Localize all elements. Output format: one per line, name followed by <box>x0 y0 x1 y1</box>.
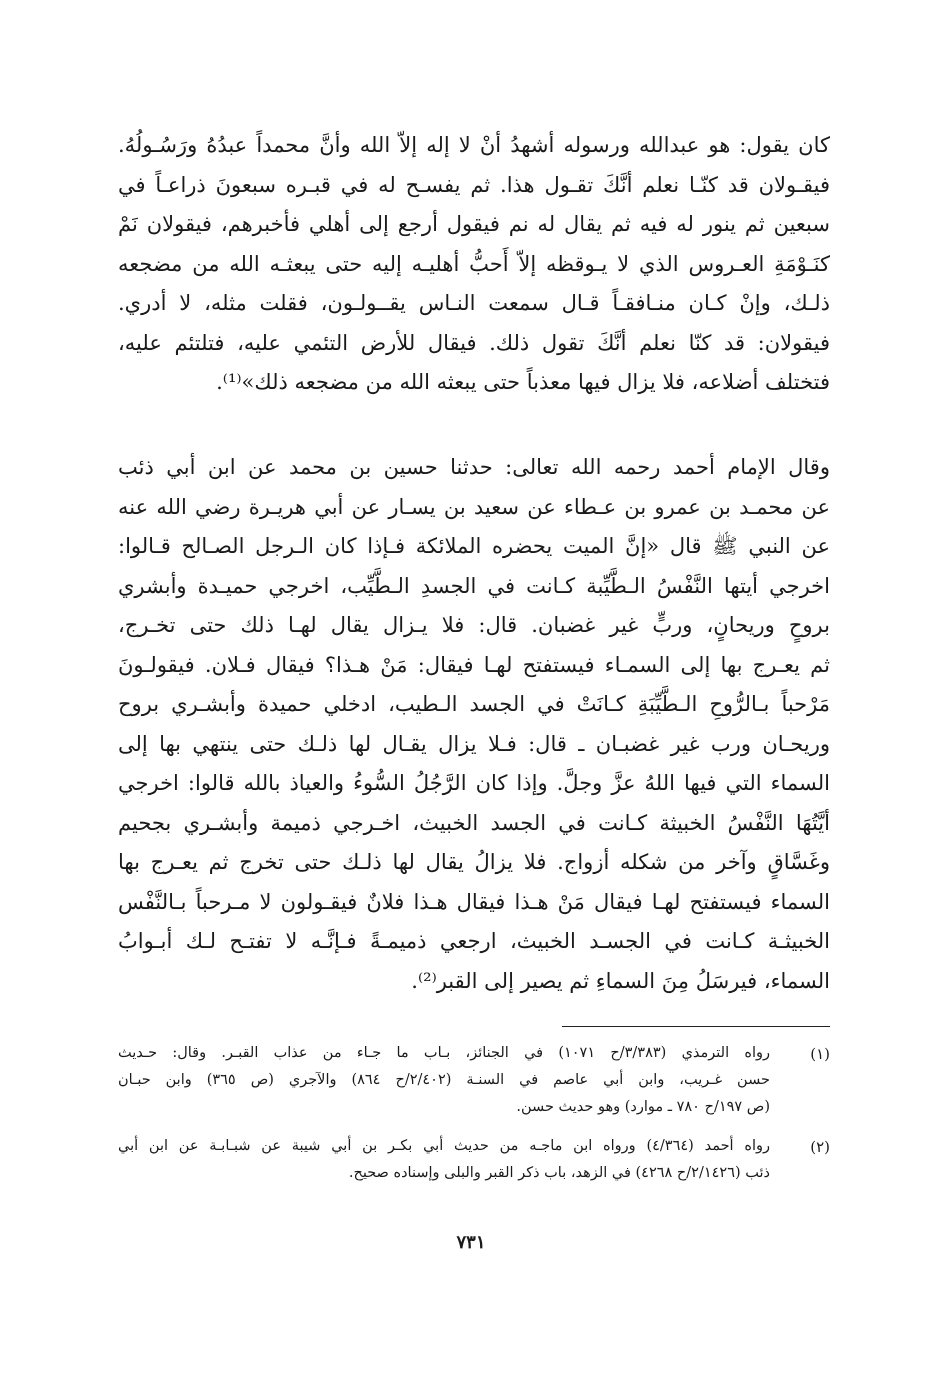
text-line: ثم يعـرج بها إلى السمـاء فيستفتح لهـا فيقال: مَنْ هـذا؟ فيقال فـلان. فيقولـونَ <box>118 652 830 677</box>
text-line: الخبيثـة كـانت في الجسـد الخبيث، ارجعي ذميمـةً فـإنَّـه لا تفتـح لـك أبـوابُ <box>118 929 830 953</box>
footnote-1 <box>118 1040 830 1121</box>
footnote-line: (ص ١٩٧/ح ٧٨٠ ـ موارد) وهو حديث حسن. <box>516 1099 770 1115</box>
footnote-number: (٢) <box>810 1138 830 1156</box>
paragraph-1 <box>118 126 830 403</box>
text-line: سبعين ثم ينور له فيه ثم يقال له نم فيقول أرجع إلى أهلي فأخبرهم، فيقولان نَمْ <box>118 212 830 236</box>
text-line: السماء، فيرسَلُ مِنَ السماءِ ثم يصير إلى القبر⁽²⁾. <box>411 968 830 993</box>
text-line: السماء فيستفتح لهـا فيقال مَنْ هـذا فيقال هـذا فلانٌ فيقـولون لا مـرحباً بـالنَّفْس <box>118 889 830 914</box>
text-line: وغَسَّاقٍ وآخر من شكله أزواج. فلا يزالُ يقال لها ذلـك حتى تخرج ثم يعـرج بها <box>118 850 830 874</box>
text-line: فيقولان: قد كنّا نعلم أنَّكَ تقول ذلك. فيقال للأرض التئمي عليه، فتلتئم عليه، <box>118 330 830 355</box>
footnotes <box>118 1040 830 1199</box>
text-line: فيقـولان قد كنّـا نعلم أنَّكَ تقـول هذا. ثم يفسـح له في قبـره سبعونَ ذراعـاً في <box>118 172 830 197</box>
text-line: فتختلف أضلاعه، فلا يزال فيها معذباً حتى يبعثه الله من مضجعه ذلك»⁽¹⁾. <box>216 370 830 394</box>
text-line: السماء التي فيها اللهُ عزَّ وجلَّ. وإذا كان الرَّجُلُ السُّوءُ والعياذ بالله قالوا: اخرجي <box>118 771 830 795</box>
paragraph-2 <box>118 448 830 1001</box>
footnote-number: (١) <box>810 1045 830 1063</box>
text-line: كان يقول: هو عبدالله ورسوله أشهدُ أنْ لا إله إلاّ الله وأنَّ محمداً عبدُهُ ورَسُـولُهُ. <box>118 133 830 157</box>
footnote-divider <box>562 1026 830 1027</box>
footnote-2 <box>118 1133 830 1187</box>
text-line: بروحٍ وريحانٍ، وربٍّ غير غضبان. قال: فلا يـزال يقال لهـا ذلك حتى تخـرج، <box>118 613 830 637</box>
text-line: كنَـوْمَةِ العـروس الذي لا يـوقظه إلاّ أَحبُّ أهليـه إليه حتى يبعثـه الله من مضجعه <box>118 251 830 276</box>
page-number: ٧٣١ <box>456 1232 486 1253</box>
text-line: مَرْحباً بـالرُّوحِ الـطَّيِّبَةِ كـانَتْ في الجسد الـطيب، ادخلي حميدة وأبشـري بروح <box>118 692 830 716</box>
text-line: ذلـك، وإنْ كـان منـافقـاً قـال سمعت النـاس يقــولـون، فقلت مثله، لا أدري. <box>118 291 830 315</box>
footnote-line: رواه الترمذي (٣/٣٨٣/ح ١٠٧١) في الجنائز، بـاب ما جـاء من عذاب القبـر. وقال: حـديث <box>118 1045 770 1061</box>
footnote-line: ذئب (٢/١٤٢٦/ح ٤٢٦٨) في الزهد، باب ذكر القبر والبلى وإسناده صحيح. <box>348 1165 770 1181</box>
text-line: عن محمـد بن عمرو بن عـطاء عن سعيد بن يسـار عن أبي هريـرة رضي الله عنه <box>118 494 830 519</box>
text-line: اخرجي أيتها النَّفْسُ الـطَّيِّبة كـانت في الجسدِ الـطَّيِّب، اخرجي حميـدة وأبشري <box>118 573 830 598</box>
footnote-line: حسن غـريب، وابن أبي عاصم في السنـة (٢/٤٠٢/ح ٨٦٤) والآجري (ص ٣٦٥) وابن حبـان <box>118 1072 770 1088</box>
text-line: وقال الإمام أحمد رحمه الله تعالى: حدثنا حسين بن محمد عن ابن أبي ذئب <box>118 455 830 479</box>
text-line: عن النبي ﷺ قال «إنَّ الميت يحضره الملائكة فـإذا كان الـرجل الصـالح قـالوا: <box>118 534 830 558</box>
text-line: وريحـان ورب غير غضبـان ـ قال: فـلا يزال يقـال لها ذلـك حتى ينتهي بها إلى <box>118 731 830 756</box>
text-line: أيَّتُهَا النَّفْسُ الخبيثة كـانت في الجسد الخبيث، اخـرجي ذميمة وأبشـري بجحيم <box>118 810 830 835</box>
footnote-line: رواه أحمد (٤/٣٦٤) ورواه ابن ماجـه من حديث أبي بكـر بن أبي شيبة عن شبـابـة عن ابن أبي <box>118 1138 770 1154</box>
